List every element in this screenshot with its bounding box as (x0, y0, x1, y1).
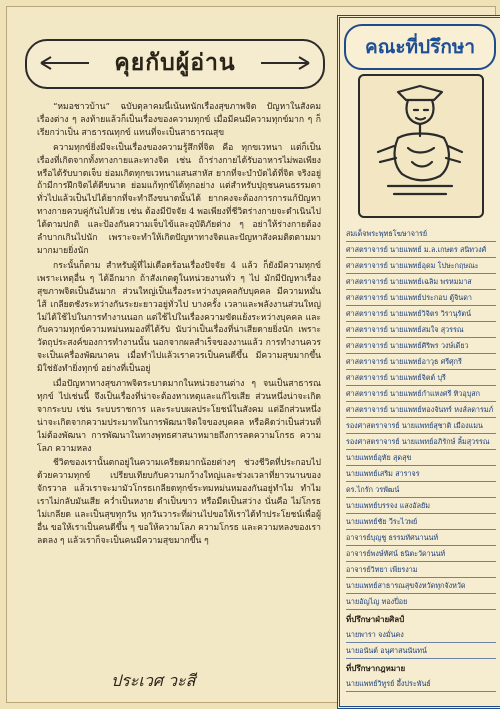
advisory-board-title: คณะที่ปรึกษา (364, 36, 476, 58)
member-list-item: ศาสตราจารย์ นายแพทย์ศิริพร วงษ์เดียว (346, 338, 496, 354)
paragraph: “หมอชาวบ้าน” ฉบับตุลาคมนี้เน้นหนักเรื่องสุขภาพจิต ปัญหาในสังคมเรื่องต่าง ๆ ลงท้ายแล้วก็เป็นเรื่องของความทุกข์ เมื่อมีคนมีความทุกข์มาก ๆ ก็เรียกว่าเป็น สาธารณทุกข์ แทนที่จะเป็นสาธารณสุข (37, 102, 321, 138)
member-list-item: ศาสตราจารย์ นายแพทย์จิตต์ บุรี (346, 370, 496, 386)
member-section-heading: ที่ปรึกษากฎหมาย (346, 663, 406, 673)
advisory-board-title-banner (344, 24, 496, 70)
paragraph: เมื่อปัญหาทางสุขภาพจิตระบาดมากในหน่วยงานต่าง ๆ จนเป็นสาธารณทุกข์ ไปเช่นนี้ จึงเป็นเรื่องที่น่าจะต้องหาเหตุและแก้ไขเสีย ส่วนหนึ่งน่าจะเกิดจากระบบ เช่น ระบบราชการ และระบบผลประโยชน์ในสังคม แต่อีกส่วนหนึ่งน่าจะเกิดจากความประมาทในการพัฒนาจิตใจของบุคคล หรือคิดว่าเป็นส่วนที่ไม่ต้องพัฒนา การพัฒนาในทางพุทธศาสนาหมายถึงการลดความโกรธ ความโลภ ความหลง (37, 379, 321, 454)
right-arrow-ornament-icon (259, 55, 311, 71)
member-list-item: ศาสตราจารย์ นายแพทย์อาวุธ ศรีศุกรี (346, 354, 496, 370)
paragraph: ชีวิตของเรานั้นตกอยู่ในความเครียดมากน้อยต่างๆ ช่วงชีวิตที่ประกอบไปด้วยความทุกข์ เปรียบเทียบกับความกว้างใหญ่และช่วงเวลาที่ยาวนานของจักรวาล แล้วเราจะมามัวโกรธเกลียดทุกข์ระทมหม่นหมองกันอยู่ทำไม ทำไมเราไม่กลับมันเสีย คว่ำเป็นหงาย ดำเป็นขาว หรือมืดเป็นสว่าง นั่นคือ ไม่โกรธ ไม่เกลียด และเป็นสุขทุกวัน ทุกวันวาระที่ผ่านไปขอให้เราได้ทำประโยชน์เพื่อผู้อื่น ขอให้เราเป็นคนดีขึ้น ๆ ขอให้ความโลภ ความโกรธ และความหลงของเราลดลง ๆ แล้วเราก็จะเป็นคนมีความสุขมากขึ้น ๆ (37, 458, 321, 546)
member-list-item: นายอนันต์ อนุศาสนนันทน์ (346, 643, 496, 659)
member-list-item: อาจารย์วิทยา เพียรงาม (346, 562, 496, 578)
member-list-item: นายแพทย์เสริม สาราจร (346, 466, 496, 482)
member-list-item: ศาสตราจารย์ นายแพทย์ ม.ล.เกษตร สนิทวงศ์ (346, 242, 496, 258)
member-list-item: ศาสตราจารย์ นายแพทย์วิจิตร วิรานุรัตน์ (346, 306, 496, 322)
member-list-item: ศาสตราจารย์ นายแพทย์อุดม โปษะกฤษณะ (346, 258, 496, 274)
editorial-body (37, 101, 321, 661)
paragraph: ความทุกข์ยิ่งมีจะเป็นเรื่องของความรู้สึกที่จิต คือ ทุกขเวทนา แต่ก็เป็นเรื่องที่เกิดจากทั้งทางกายและทางจิต เช่น ถ้าร่างกายได้รับอาหารไม่พอเพียง หรือได้รับบาดเจ็บ ย่อมเกิดทุกขเวทนาแสนสาหัส ยากที่จะบำบัดได้ที่จิต จริงอยู่ ถ้ามีการฝึกจิตได้ดีขนาด ย่อมแก้ทุกข์ได้ทุกอย่าง แต่สำหรับปุถุชนคนธรรมดาทั่วไปแล้วเป็นไปได้ยากที่จะทำถึงขนาดนั้นได้ ยากคงจะต้องการการแก้ปัญหาทางกายควบคู่กันไปด้วย เช่น ต้องมีปัจจัย 4 พอเพียงที่ชีวิตร่างกายจะดำเนินไปได้ตามปกติ และป้องกันความเจ็บไข้และอุบัติภัยต่าง ๆ อย่าให้ร่างกายต้องลำบากเกินไปนัก เพราะจะทำให้เกิดปัญหาทางจิตและปัญหาสังคมติดตามมามากมายยิ่งนัก (37, 142, 321, 256)
member-list-item: ศาสตราจารย์ นายแพทย์เฉลิม พรหมมาส (346, 274, 496, 290)
member-list-item: นายแพทย์วิทูรย์ อึ้งประพันธ์ (346, 676, 496, 692)
member-list-item: อาจารย์บุญชู ธรรมทัศนานนท์ (346, 530, 496, 546)
member-list-item: สมเด็จพระพุทธโฆษาจารย์ (346, 226, 496, 242)
member-list-item: ศาสตราจารย์ นายแพทย์ประกอบ ตู้จินดา (346, 290, 496, 306)
member-list-item: นายพารา จงมั่นคง (346, 627, 496, 643)
member-list-item: อาจารย์พงษ์ทัศน์ ธนิตะวัดานนท์ (346, 546, 496, 562)
editorial-title-banner (25, 39, 325, 89)
editorial-column (17, 19, 321, 695)
member-list-item: รองศาสตราจารย์ นายแพทย์สุชาติ เมืองแมน (346, 418, 496, 434)
member-list-item: ดร.ไกรัก วรพัฒน์ (346, 482, 496, 498)
member-list-item: รองศาสตราจารย์ นายแพทย์อภิรักษ์ ลิ้มสุวรรณ (346, 434, 496, 450)
magazine-logo-frame (358, 74, 484, 218)
member-list-item: นายอัญไญ ทองปี่อย (346, 594, 496, 610)
member-list-item: นายแพทย์ชัย วีระไวพย์ (346, 514, 496, 530)
member-list-item: ศาสตราจารย์ นายแพทย์สมใจ สุวรรณ (346, 322, 496, 338)
magazine-logo-icon (368, 82, 472, 208)
member-list-item: นายแพทย์บรรจง แสงอัลยัม (346, 498, 496, 514)
member-list-item: ศาสตราจารย์ นายแพทย์กำแหงศรี ทิวอุบุสก (346, 386, 496, 402)
member-section-heading: ที่ปรึกษาฝ่ายศิลป์ (346, 614, 405, 624)
editor-signature: ประเวศ วะสี (111, 671, 196, 690)
member-list-item: ศาสตราจารย์ นายแพทย์ทองจันทร์ หงส์ลดารมภ์ (346, 402, 496, 418)
advisory-board-column (337, 15, 500, 709)
paragraph: กระนั้นก็ตาม สำหรับผู้ที่ไม่เดือดร้อนเรื่องปัจจัย 4 แล้ว ก็ยังมีความทุกข์เพราะเหตุอื่น ๆ ได้อีกมาก ถ้าสังเกตดูในหน่วยงานทั่ว ๆ ไป มักมีปัญหาเรื่องสุขภาพจิตเป็นอันมาก ส่วนใหญ่เป็นเรื่องระหว่างบุคคลกับบุคคล มีความหมั่นไส้ เกลียดชังระหว่างกันระยะยาวอยู่ทั่วไป บางครั้ง เวลาและพลังงานส่วนใหญ่ไม่ได้ใช้ไปในการทำงานนอก แต่ใช้ไปในเรื่องความขัดแย้งระหว่างบุคคล และกับความทุกข์ความหม่นหมองที่ได้รับ นับว่าเป็นเรื่องที่น่าเสียดายยิ่งนัก เพราะ วัตถุประสงค์ของการทำงานนั้น นอกจากผลสำเร็จของงานแล้ว การทำงานควรจะเป็นเครื่องพัฒนาคน เมื่อทำไปแล้วเราควรเป็นคนดีขึ้น มีความสุขมากขึ้น มิใช่ยังทำยิ่งทุกข์ อย่างที่เป็นอยู่ (37, 260, 321, 375)
member-list-item: นายแพทย์สาธารณสุขจังหวัดทุกจังหวัด (346, 578, 496, 594)
editorial-title: คุยกับผู้อ่าน (114, 49, 236, 76)
magazine-page (6, 6, 496, 703)
advisory-member-list (346, 226, 496, 692)
member-list-item: นายแพทย์อุทัย สุดสุข (346, 450, 496, 466)
